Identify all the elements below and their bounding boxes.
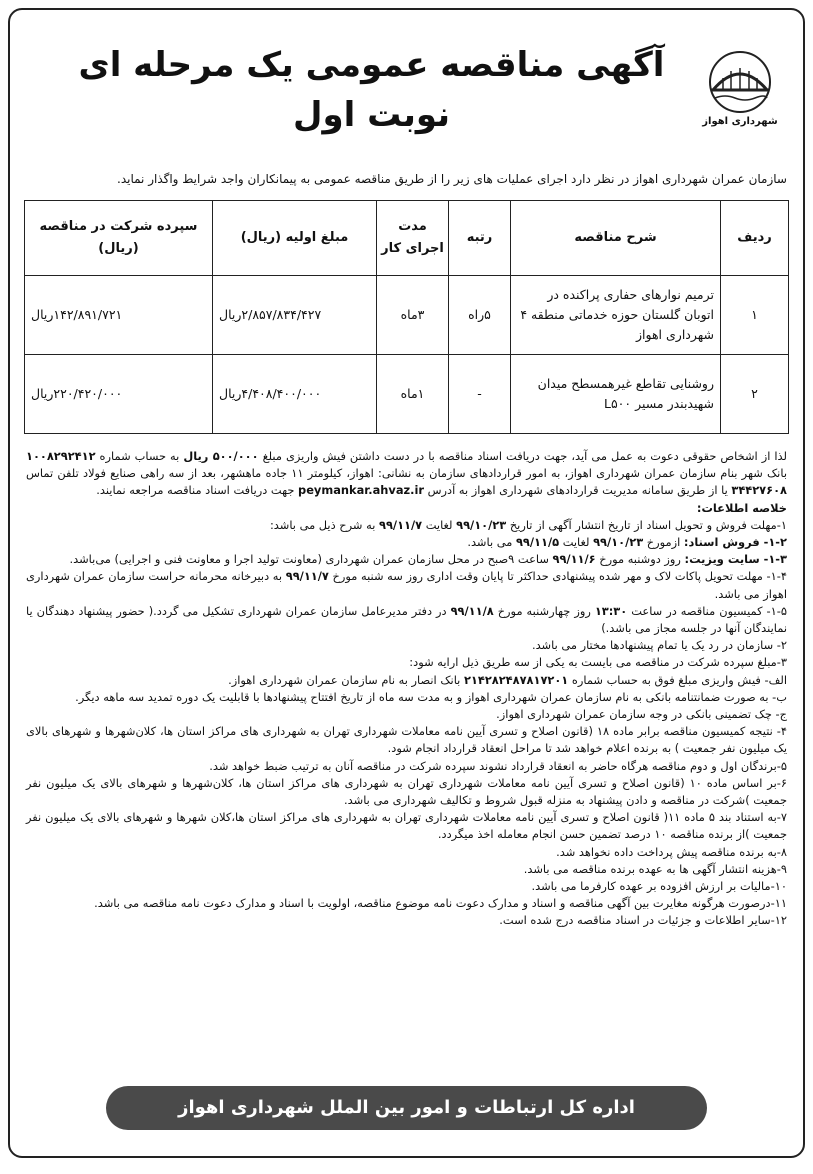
row-deposit: ۲۲۰/۴۲۰/۰۰۰ریال bbox=[25, 355, 213, 434]
text-span: ۱-مهلت فروش و تحویل اسناد از تاریخ انتشار آگهی از تاریخ bbox=[509, 517, 787, 532]
subitem-label: ۱-۲- فروش اسناد: bbox=[683, 535, 787, 550]
text-span: ازمورخ bbox=[646, 535, 681, 550]
row-description: روشنایی تقاطع غیرهمسطح میدان شهیدبندر مسیر L۵۰۰ bbox=[511, 355, 721, 434]
summary-item: ۱۲-سایر اطلاعات و جزئیات در اسناد مناقصه درج شده است. bbox=[499, 913, 787, 928]
notice-page bbox=[8, 8, 805, 1158]
text-span: لغایت bbox=[562, 535, 590, 550]
text-span: بانک انصار به نام سازمان عمران شهرداری اهواز. bbox=[228, 672, 461, 687]
text-span: ۱-۵- کمیسیون مناقصه در ساعت bbox=[631, 603, 787, 618]
text-span: الف- فیش واریزی مبلغ فوق به حساب شماره bbox=[571, 672, 787, 687]
table-header-row bbox=[25, 201, 789, 276]
subitem-label: ۱-۳- سایت ویزیت: bbox=[684, 552, 787, 567]
text-span: روز دوشنبه مورخ bbox=[599, 552, 681, 567]
table-row bbox=[25, 355, 789, 434]
title-line-1: آگهی مناقصه عمومی یک مرحله ای bbox=[78, 45, 665, 85]
invitation-paragraph bbox=[26, 448, 787, 500]
text-span: یا از طریق سامانه مدیریت قراردادهای شهرداری اهواز به آدرس bbox=[427, 483, 728, 498]
text-span: می باشد. bbox=[467, 535, 513, 550]
header-description: شرح مناقصه bbox=[511, 201, 721, 276]
summary-item: ب- به صورت ضمانتنامه بانکی به نام سازمان عمران شهرداری اهواز و به مدت سه ماه از تاریخ افتتاح پیشنهادها با قابلیت یک دوره تمدید سه ماهه دیگر. bbox=[75, 689, 787, 704]
date: ۹۹/۱۱/۸ bbox=[450, 603, 494, 618]
title-line-2: نوبت اول bbox=[293, 95, 450, 135]
municipality-logo bbox=[697, 50, 783, 136]
summary-item: ۱۱-درصورت هرگونه مغایرت بین آگهی مناقصه و اسناد و مدارک دعوت نامه موضوع مناقصه، اولویت با اسناد و مدارک دعوت نامه مناقصه می باشد. bbox=[94, 896, 787, 911]
footer-banner: اداره کل ارتباطات و امور بین الملل شهرداری اهواز bbox=[106, 1086, 707, 1130]
row-duration: ۳ماه bbox=[377, 276, 449, 355]
account-number: ۲۱۴۲۸۲۴۸۷۸۱۷۲۰۱ bbox=[463, 672, 569, 687]
notice-body bbox=[26, 448, 787, 930]
summary-item: ۴- نتیجه کمیسیون مناقصه برابر ماده ۱۸ (قانون اصلاح و تسری آیین نامه معاملات شهرداری تهران به شهرداری های مراکز استان ها، کلان‌شهرها و شهرهای بالای یک میلیون نفر جمعیت ) به برنده اعلام خواهد شد تا مراحل انعقاد قرارداد انجام شود. bbox=[26, 724, 787, 756]
header bbox=[24, 10, 789, 160]
date: ۹۹/۱۱/۷ bbox=[285, 569, 329, 584]
text-span: روز چهارشنبه مورخ bbox=[497, 603, 591, 618]
row-number: ۱ bbox=[721, 276, 789, 355]
summary-item bbox=[26, 603, 787, 637]
row-amount: ۲/۸۵۷/۸۳۴/۴۲۷ریال bbox=[213, 276, 377, 355]
summary-item: ج- چک تضمینی بانکی در وجه سازمان عمران شهرداری اهواز. bbox=[496, 707, 787, 722]
document-fee: ۵۰۰/۰۰۰ ریال bbox=[183, 449, 259, 463]
row-duration: ۱ماه bbox=[377, 355, 449, 434]
summary-item: ۹-هزینه انتشار آگهی ها به عهده برنده مناقصه می باشد. bbox=[523, 861, 787, 876]
text-span: ۱-۴- مهلت تحویل پاکات لاک و مهر شده پیشنهادی حداکثر تا پایان وقت اداری روز سه شنبه مورخ bbox=[332, 569, 788, 584]
summary-title: خلاصه اطلاعات: bbox=[696, 500, 787, 515]
bridge-logo-icon bbox=[705, 50, 775, 114]
account-number: ۱۰۰۸۲۹۲۴۱۲ bbox=[26, 449, 96, 463]
tender-table bbox=[24, 200, 789, 434]
text-span: به دبیرخانه محرمانه حراست سازمان عمران شهرداری اهواز می باشد. bbox=[26, 569, 787, 601]
row-rank: - bbox=[449, 355, 511, 434]
summary-item bbox=[26, 551, 787, 568]
date: ۹۹/۱۱/۵ bbox=[515, 535, 560, 550]
notice-title bbox=[64, 40, 679, 140]
summary-item: ۵-برندگان اول و دوم مناقصه هرگاه حاضر به انعقاد قرارداد نشوند سپرده شرکت در مناقصه آنان به ترتیب ضبط خواهد شد. bbox=[209, 758, 787, 773]
row-number: ۲ bbox=[721, 355, 789, 434]
text-span: در دفتر مدیرعامل سازمان عمران شهرداری تشکیل می گردد.( حضور پیشنهاد دهندگان یا نمایندگان آنها در جلسه مجاز می باشد.) bbox=[26, 603, 787, 636]
phone-number: ۳۴۴۲۷۶۰۸ bbox=[731, 483, 787, 498]
summary-item: ۳-مبلغ سپرده شرکت در مناقصه می بایست به یکی از سه طریق ذیل ارایه شود: bbox=[409, 655, 787, 670]
row-rank: ۵راه bbox=[449, 276, 511, 355]
text-span: به شرح ذیل می باشد: bbox=[269, 517, 376, 532]
logo-caption: شهرداری اهواز bbox=[702, 116, 778, 127]
header-deposit: سپرده شرکت در مناقصه (ریال) bbox=[25, 201, 213, 276]
summary-item: ۸-به برنده مناقصه پیش پرداخت داده نخواهد شد. bbox=[556, 844, 787, 859]
header-row-number: ردیف bbox=[721, 201, 789, 276]
website-link[interactable]: peymankar.ahvaz.ir bbox=[298, 483, 424, 498]
date: ۹۹/۱۰/۲۳ bbox=[593, 535, 644, 550]
row-amount: ۴/۴۰۸/۴۰۰/۰۰۰ریال bbox=[213, 355, 377, 434]
summary-item: ۱۰-مالیات بر ارزش افزوده بر عهده کارفرما می باشد. bbox=[531, 879, 787, 894]
header-rank: رتبه bbox=[449, 201, 511, 276]
summary-item bbox=[26, 672, 787, 689]
row-deposit: ۱۴۲/۸۹۱/۷۲۱ریال bbox=[25, 276, 213, 355]
time: ۱۳:۳۰ bbox=[594, 603, 628, 618]
header-duration: مدت اجرای کار bbox=[377, 201, 449, 276]
summary-item: ۷-به استناد بند ۵ ماده ۱۱( قانون اصلاح و تسری آیین نامه معاملات شهرداری تهران به شهرداری های مراکز استان ها،کلان شهرها و شهرهای بالای یک میلیون نفر جمعیت )از برنده مناقصه ۱۰ درصد تضمین حسن انجام معامله اخذ میگردد. bbox=[26, 810, 787, 842]
text-span: به حساب شماره bbox=[99, 449, 180, 463]
date: ۹۹/۱۱/۷ bbox=[379, 517, 423, 532]
summary-item: ۶-بر اساس ماده ۱۰ (قانون اصلاح و تسری آیین نامه معاملات شهرداری تهران به شهرداری های مراکز استان ها، کلان‌شهرها و شهرهای بالای یک میلیون نفر جمعیت )شرکت در مناقصه و دادن پیشنهاد به منزله قبول شروط و تکالیف شهرداری می باشد. bbox=[26, 775, 787, 808]
text-span: ساعت ۹صبح در محل سازمان عمران شهرداری (معاونت تولید اجرا و معاونت فنی و اجرایی) می‌باشد. bbox=[69, 552, 549, 567]
row-description: ترمیم نوارهای حفاری پراکنده در اتوبان گلستان حوزه خدماتی منطقه ۴ شهرداری اهواز bbox=[511, 276, 721, 355]
summary-item: ۲- سازمان در رد یک یا تمام پیشنهادها مختار می باشد. bbox=[531, 638, 787, 653]
date: ۹۹/۱۰/۲۳ bbox=[456, 517, 507, 532]
date: ۹۹/۱۱/۶ bbox=[552, 552, 596, 567]
summary-item bbox=[26, 568, 787, 602]
intro-text: سازمان عمران شهرداری اهواز در نظر دارد اجرای عملیات های زیر را از طریق مناقصه عمومی به پیمانکاران واجد شرایط واگذار نماید. bbox=[117, 172, 787, 186]
text-span: لغایت bbox=[425, 517, 453, 532]
text-span: جهت دریافت اسناد مناقصه مراجعه نمایند. bbox=[96, 483, 295, 498]
summary-item bbox=[26, 517, 787, 534]
text-span: لذا از اشخاص حقوقی دعوت به عمل می آید، جهت دریافت اسناد مناقصه با در دست داشتن فیش واریزی مبلغ bbox=[262, 449, 787, 463]
header-amount: مبلغ اولیه (ریال) bbox=[213, 201, 377, 276]
table-row bbox=[25, 276, 789, 355]
summary-item bbox=[26, 534, 787, 551]
text-span: بانک شهر بنام سازمان عمران شهرداری اهواز، به امور قراردادهای سازمان به نشانی: اهواز، کیلومتر ۱۱ جاده ماهشهر، بعد از سه راهی صنایع فولاد تلفن تماس bbox=[26, 466, 787, 481]
